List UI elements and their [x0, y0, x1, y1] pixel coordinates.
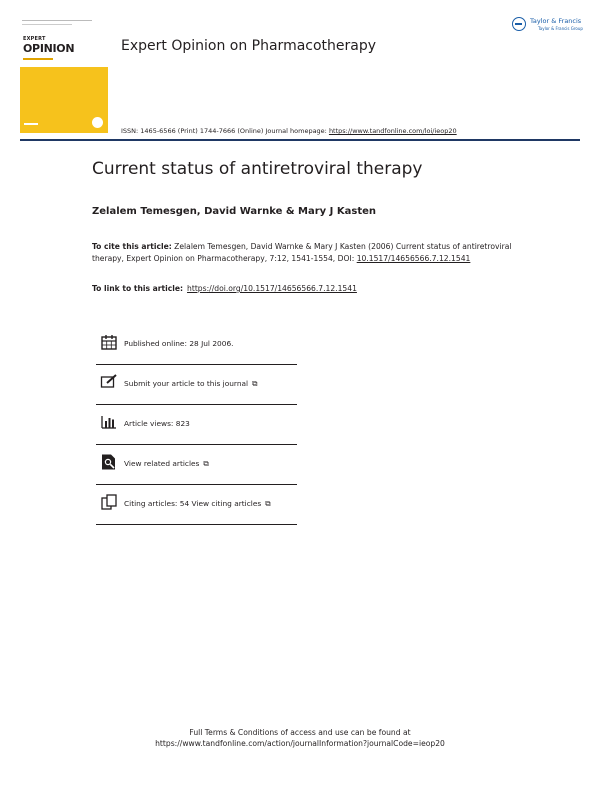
issn-line [121, 127, 457, 135]
footer-url[interactable]: https://www.tandfonline.com/action/journalInformation?journalCode=ieop20 [155, 739, 445, 748]
view-related-link[interactable]: View related articles ⧉ [124, 459, 209, 468]
article-authors: Zelalem Temesgen, David Warnke & Mary J Kasten [92, 206, 377, 217]
citation-block [92, 241, 512, 264]
cover-title: OPINION [23, 42, 75, 55]
published-date: Published online: 28 Jul 2006. [124, 339, 234, 348]
article-views: Article views: 823 [124, 419, 190, 428]
submit-row[interactable] [96, 365, 297, 405]
publisher-name: Taylor & Francis [530, 17, 582, 25]
link-label: To link to this article: [92, 284, 184, 293]
cite-text: Zelalem Temesgen, David Warnke & Mary J Kasten (2006) Current status of antiretroviral therapy, Expert Opinion on Pharmacotherapy, 7:12, 1541-1554, DOI: [92, 242, 512, 263]
cover-header-strip [20, 17, 108, 34]
article-title: Current status of antiretroviral therapy [92, 159, 423, 179]
related-row[interactable] [96, 445, 297, 485]
article-doi-url[interactable]: https://doi.org/10.1517/14656566.7.12.1541 [187, 284, 357, 293]
submit-article-link[interactable]: Submit your article to this journal ⧉ [124, 379, 258, 388]
footer-terms: Full Terms & Conditions of access and use can be found at [189, 728, 411, 737]
external-link-icon: ⧉ [203, 459, 209, 468]
external-link-icon: ⧉ [265, 499, 271, 508]
edit-icon [100, 373, 118, 391]
search-document-icon [100, 453, 118, 471]
citing-articles-link[interactable]: Citing articles: 54 View citing articles ⧉ [124, 499, 271, 508]
journal-name: Expert Opinion on Pharmacotherapy [121, 38, 377, 54]
journal-homepage-link[interactable]: https://www.tandfonline.com/loi/ieop20 [328, 127, 457, 135]
published-row [96, 325, 297, 365]
article-link-line [92, 284, 357, 293]
doi-link[interactable]: 10.1517/14656566.7.12.1541 [356, 253, 471, 263]
issn-text: ISSN: 1465-6566 (Print) 1744-7666 (Online) Journal homepage: [121, 127, 329, 135]
row-separator [96, 524, 297, 525]
external-link-icon: ⧉ [252, 379, 258, 388]
citing-documents-icon [100, 493, 118, 511]
citing-row[interactable] [96, 485, 297, 525]
cover-footer-mark [24, 123, 38, 125]
bar-chart-icon [100, 413, 118, 431]
journal-cover-image [20, 17, 108, 133]
cover-badge [92, 117, 103, 128]
publisher-logo[interactable] [508, 14, 588, 36]
calendar-icon [100, 333, 118, 351]
cover-accent-bar [23, 58, 53, 60]
cover-kicker: EXPERT [23, 36, 46, 42]
views-row [96, 405, 297, 445]
publisher-logo-icon [512, 17, 526, 31]
footer-notice [0, 727, 600, 749]
header-divider [20, 139, 580, 141]
publisher-tagline: Taylor & Francis Group [538, 26, 583, 31]
cite-label: To cite this article: [92, 242, 172, 251]
